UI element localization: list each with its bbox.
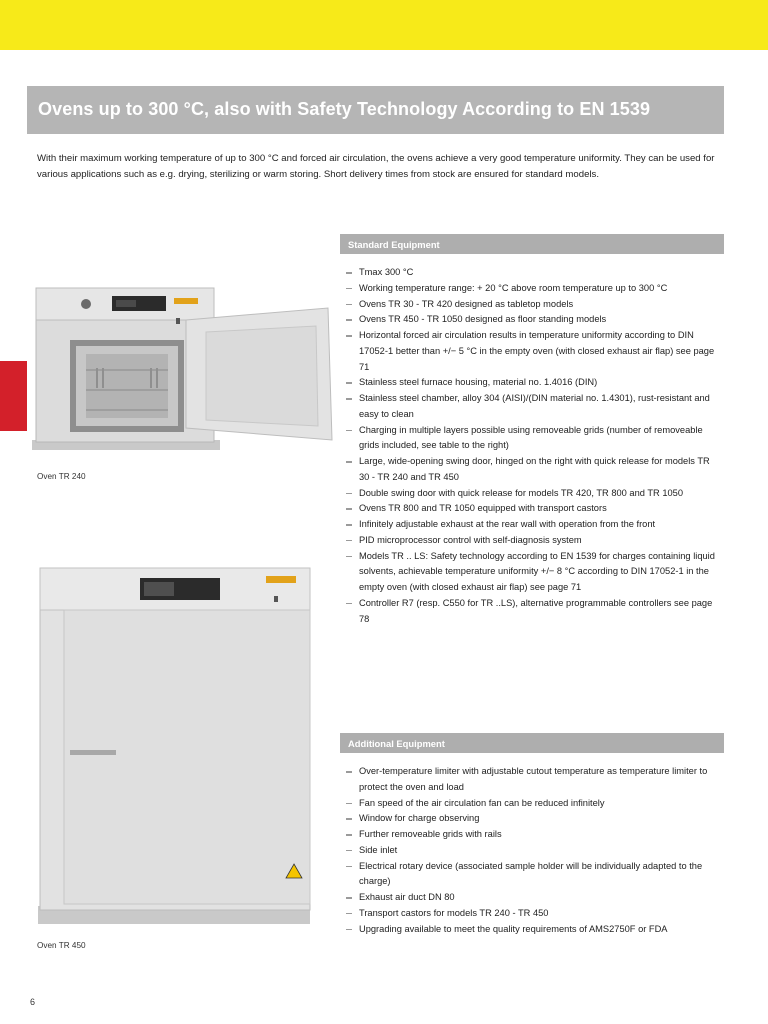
additional-equipment-heading: Additional Equipment <box>348 738 445 749</box>
red-side-tab <box>0 361 27 431</box>
standard-equipment-list <box>345 265 720 627</box>
list-item: Transport castors for models TR 240 - TR 450 <box>345 906 720 922</box>
list-item: Models TR .. LS: Safety technology according to EN 1539 for charges containing liquid solvents, achievable temperature uniformity +/− 8 °C according to DIN 17052-1 in the empty oven (with closed exhaust air flap) see page 71 <box>345 549 720 596</box>
list-item: Large, wide-opening swing door, hinged on the right with quick release for models TR 30 - TR 240 and TR 450 <box>345 454 720 486</box>
list-item: PID microprocessor control with self-diagnosis system <box>345 533 720 549</box>
list-item: Working temperature range: + 20 °C above room temperature up to 300 °C <box>345 281 720 297</box>
standard-equipment-heading: Standard Equipment <box>348 239 440 250</box>
standard-equipment-header <box>340 234 724 254</box>
list-item: Horizontal forced air circulation results in temperature uniformity according to DIN 17052-1 better than +/− 5 °C in the empty oven (with closed exhaust air flap) see page 71 <box>345 328 720 375</box>
list-item: Infinitely adjustable exhaust at the rear wall with operation from the front <box>345 517 720 533</box>
additional-equipment-list <box>345 764 720 937</box>
list-item: Upgrading available to meet the quality requirements of AMS2750F or FDA <box>345 922 720 938</box>
top-yellow-bar <box>0 0 768 50</box>
oven-tr240-caption: Oven TR 240 <box>37 472 86 481</box>
title-band <box>27 86 724 134</box>
list-item: Further removeable grids with rails <box>345 827 720 843</box>
list-item: Fan speed of the air circulation fan can be reduced infinitely <box>345 796 720 812</box>
page-title: Ovens up to 300 °C, also with Safety Technology According to EN 1539 <box>38 99 651 119</box>
list-item: Controller R7 (resp. C550 for TR ..LS), alternative programmable controllers see page 78 <box>345 596 720 628</box>
list-item: Over-temperature limiter with adjustable cutout temperature as temperature limiter to protect the oven and load <box>345 764 720 796</box>
page-number: 6 <box>30 997 36 1007</box>
list-item: Stainless steel chamber, alloy 304 (AISI)/(DIN material no. 1.4301), rust-resistant and easy to clean <box>345 391 720 423</box>
list-item: Ovens TR 800 and TR 1050 equipped with transport castors <box>345 501 720 517</box>
list-item: Ovens TR 450 - TR 1050 designed as floor standing models <box>345 312 720 328</box>
intro-paragraph: With their maximum working temperature of up to 300 °C and forced air circulation, the ovens achieve a very good temperature uniformity. They can be used for various applications such as e.g. drying, sterilizing or warm storing. Short delivery times from stock are ensured for standard models. <box>37 153 715 180</box>
list-item: Stainless steel furnace housing, material no. 1.4016 (DIN) <box>345 375 720 391</box>
list-item: Window for charge observing <box>345 811 720 827</box>
list-item: Tmax 300 °C <box>345 265 720 281</box>
list-item: Exhaust air duct DN 80 <box>345 890 720 906</box>
oven-tr450-image <box>30 562 320 932</box>
list-item: Charging in multiple layers possible using removeable grids (number of removeable grids included, see table to the right) <box>345 423 720 455</box>
oven-tr450-caption: Oven TR 450 <box>37 941 86 950</box>
list-item: Electrical rotary device (associated sample holder will be individually adapted to the charge) <box>345 859 720 891</box>
list-item: Double swing door with quick release for models TR 420, TR 800 and TR 1050 <box>345 486 720 502</box>
list-item: Ovens TR 30 - TR 420 designed as tabletop models <box>345 297 720 313</box>
additional-equipment-header <box>340 733 724 753</box>
oven-tr240-image <box>28 280 334 456</box>
list-item: Side inlet <box>345 843 720 859</box>
